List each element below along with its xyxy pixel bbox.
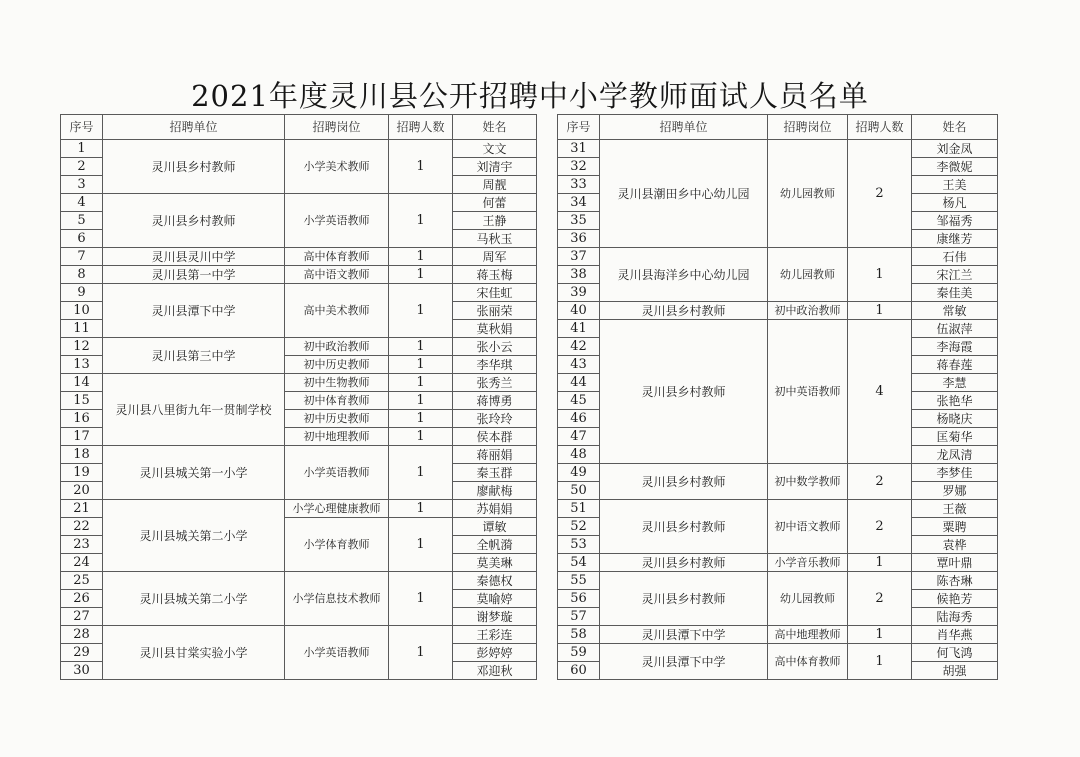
- candidate-name: 秦佳美: [912, 284, 998, 302]
- row-seq: 27: [61, 608, 103, 626]
- candidate-name: 刘金凤: [912, 140, 998, 158]
- recruit-count: 2: [848, 500, 912, 554]
- recruit-post: 初中体育教师: [285, 392, 389, 410]
- candidate-name: 廖献梅: [453, 482, 537, 500]
- row-seq: 1: [61, 140, 103, 158]
- header-post: 招聘岗位: [768, 115, 848, 140]
- header-name: 姓名: [912, 115, 998, 140]
- candidate-name: 陆海秀: [912, 608, 998, 626]
- recruit-count: 1: [389, 446, 453, 500]
- header-seq: 序号: [558, 115, 600, 140]
- row-seq: 28: [61, 626, 103, 644]
- recruit-post: 小学信息技术教师: [285, 572, 389, 626]
- recruit-count: 2: [848, 140, 912, 248]
- table-row: [558, 140, 998, 158]
- recruit-post: 小学心理健康教师: [285, 500, 389, 518]
- row-seq: 42: [558, 338, 600, 356]
- recruit-unit: 灵川县八里街九年一贯制学校: [103, 374, 285, 446]
- row-seq: 54: [558, 554, 600, 572]
- page-title: 2021年度灵川县公开招聘中小学教师面试人员名单: [191, 79, 869, 113]
- recruit-post: 幼儿园教师: [768, 140, 848, 248]
- table-row: [61, 338, 537, 356]
- candidate-name: 罗娜: [912, 482, 998, 500]
- candidate-name: 匡菊华: [912, 428, 998, 446]
- candidate-name: 袁桦: [912, 536, 998, 554]
- header-row: [558, 115, 998, 140]
- recruit-unit: 灵川县潮田乡中心幼儿园: [600, 140, 768, 248]
- row-seq: 29: [61, 644, 103, 662]
- candidate-name: 侯本群: [453, 428, 537, 446]
- row-seq: 35: [558, 212, 600, 230]
- candidate-name: 肖华燕: [912, 626, 998, 644]
- recruit-count: 1: [389, 266, 453, 284]
- recruit-unit: 灵川县乡村教师: [103, 140, 285, 194]
- row-seq: 6: [61, 230, 103, 248]
- recruit-post: 初中政治教师: [768, 302, 848, 320]
- recruit-post: 小学美术教师: [285, 140, 389, 194]
- recruit-post: 小学音乐教师: [768, 554, 848, 572]
- recruit-post: 初中政治教师: [285, 338, 389, 356]
- table-row: [61, 374, 537, 392]
- row-seq: 20: [61, 482, 103, 500]
- candidate-name: 蒋博勇: [453, 392, 537, 410]
- table-row: [61, 194, 537, 212]
- recruit-unit: 灵川县乡村教师: [103, 194, 285, 248]
- recruit-unit: 灵川县海洋乡中心幼儿园: [600, 248, 768, 302]
- row-seq: 55: [558, 572, 600, 590]
- table-row: [558, 464, 998, 482]
- candidate-name: 何飞鸿: [912, 644, 998, 662]
- candidate-name: 全帆漪: [453, 536, 537, 554]
- row-seq: 10: [61, 302, 103, 320]
- candidate-name: 蒋春莲: [912, 356, 998, 374]
- recruit-post: 初中语文教师: [768, 500, 848, 554]
- row-seq: 30: [61, 662, 103, 680]
- table-row: [558, 248, 998, 266]
- right-table-body: [558, 140, 998, 680]
- table-row: [558, 302, 998, 320]
- recruit-post: 幼儿园教师: [768, 248, 848, 302]
- recruit-post: 初中历史教师: [285, 356, 389, 374]
- recruit-count: 1: [848, 302, 912, 320]
- candidate-name: 莫秋娟: [453, 320, 537, 338]
- candidate-name: 秦玉群: [453, 464, 537, 482]
- recruit-count: 1: [389, 392, 453, 410]
- candidate-name: 马秋玉: [453, 230, 537, 248]
- header-unit: 招聘单位: [600, 115, 768, 140]
- recruit-unit: 灵川县潭下中学: [600, 626, 768, 644]
- row-seq: 47: [558, 428, 600, 446]
- row-seq: 11: [61, 320, 103, 338]
- candidate-name: 谭敏: [453, 518, 537, 536]
- row-seq: 44: [558, 374, 600, 392]
- table-row: [61, 626, 537, 644]
- recruit-unit: 灵川县城关第二小学: [103, 572, 285, 626]
- recruit-unit: 灵川县第三中学: [103, 338, 285, 374]
- recruit-post: 高中地理教师: [768, 626, 848, 644]
- candidate-name: 蒋丽娟: [453, 446, 537, 464]
- row-seq: 26: [61, 590, 103, 608]
- recruit-post: 高中美术教师: [285, 284, 389, 338]
- recruit-post: 高中体育教师: [768, 644, 848, 680]
- row-seq: 43: [558, 356, 600, 374]
- header-unit: 招聘单位: [103, 115, 285, 140]
- header-post: 招聘岗位: [285, 115, 389, 140]
- row-seq: 37: [558, 248, 600, 266]
- row-seq: 39: [558, 284, 600, 302]
- left-roster-table: [60, 114, 537, 680]
- right-roster-table: [557, 114, 998, 680]
- row-seq: 41: [558, 320, 600, 338]
- row-seq: 31: [558, 140, 600, 158]
- candidate-name: 李微妮: [912, 158, 998, 176]
- candidate-name: 粟聘: [912, 518, 998, 536]
- recruit-count: 1: [389, 500, 453, 518]
- candidate-name: 李梦佳: [912, 464, 998, 482]
- candidate-name: 王静: [453, 212, 537, 230]
- candidate-name: 张小云: [453, 338, 537, 356]
- row-seq: 56: [558, 590, 600, 608]
- recruit-post: 小学英语教师: [285, 446, 389, 500]
- candidate-name: 龙凤清: [912, 446, 998, 464]
- row-seq: 46: [558, 410, 600, 428]
- candidate-name: 杨晓庆: [912, 410, 998, 428]
- row-seq: 49: [558, 464, 600, 482]
- candidate-name: 秦德权: [453, 572, 537, 590]
- row-seq: 59: [558, 644, 600, 662]
- row-seq: 60: [558, 662, 600, 680]
- recruit-count: 1: [389, 410, 453, 428]
- recruit-count: 1: [389, 194, 453, 248]
- candidate-name: 王薇: [912, 500, 998, 518]
- recruit-count: 2: [848, 572, 912, 626]
- row-seq: 52: [558, 518, 600, 536]
- header-count: 招聘人数: [389, 115, 453, 140]
- recruit-count: 1: [848, 554, 912, 572]
- recruit-unit: 灵川县城关第一小学: [103, 446, 285, 500]
- recruit-count: 1: [389, 356, 453, 374]
- candidate-name: 谢梦璇: [453, 608, 537, 626]
- row-seq: 8: [61, 266, 103, 284]
- candidate-name: 李海霞: [912, 338, 998, 356]
- row-seq: 2: [61, 158, 103, 176]
- row-seq: 7: [61, 248, 103, 266]
- recruit-count: 1: [389, 140, 453, 194]
- row-seq: 22: [61, 518, 103, 536]
- table-row: [61, 266, 537, 284]
- table-row: [558, 572, 998, 590]
- row-seq: 13: [61, 356, 103, 374]
- recruit-post: 初中数学教师: [768, 464, 848, 500]
- table-row: [558, 626, 998, 644]
- row-seq: 25: [61, 572, 103, 590]
- candidate-name: 胡强: [912, 662, 998, 680]
- candidate-name: 周靓: [453, 176, 537, 194]
- recruit-count: 1: [389, 338, 453, 356]
- header-name: 姓名: [453, 115, 537, 140]
- candidate-name: 候艳芳: [912, 590, 998, 608]
- recruit-count: 1: [848, 644, 912, 680]
- recruit-unit: 灵川县乡村教师: [600, 464, 768, 500]
- recruit-post: 高中体育教师: [285, 248, 389, 266]
- candidate-name: 刘清宇: [453, 158, 537, 176]
- recruit-post: 初中英语教师: [768, 320, 848, 464]
- row-seq: 4: [61, 194, 103, 212]
- candidate-name: 覃叶鼎: [912, 554, 998, 572]
- row-seq: 40: [558, 302, 600, 320]
- row-seq: 19: [61, 464, 103, 482]
- recruit-count: 1: [389, 626, 453, 680]
- recruit-count: 2: [848, 464, 912, 500]
- row-seq: 24: [61, 554, 103, 572]
- candidate-name: 杨凡: [912, 194, 998, 212]
- candidate-name: 伍淑萍: [912, 320, 998, 338]
- row-seq: 33: [558, 176, 600, 194]
- recruit-post: 小学体育教师: [285, 518, 389, 572]
- candidate-name: 何蕾: [453, 194, 537, 212]
- recruit-post: 高中语文教师: [285, 266, 389, 284]
- recruit-unit: 灵川县潭下中学: [600, 644, 768, 680]
- recruit-post: 幼儿园教师: [768, 572, 848, 626]
- recruit-count: 1: [848, 248, 912, 302]
- recruit-unit: 灵川县城关第二小学: [103, 500, 285, 572]
- recruit-count: 1: [389, 572, 453, 626]
- row-seq: 14: [61, 374, 103, 392]
- candidate-name: 陈杏琳: [912, 572, 998, 590]
- table-row: [558, 320, 998, 338]
- recruit-count: 1: [389, 284, 453, 338]
- row-seq: 21: [61, 500, 103, 518]
- candidate-name: 邓迎秋: [453, 662, 537, 680]
- candidate-name: 张丽荣: [453, 302, 537, 320]
- row-seq: 15: [61, 392, 103, 410]
- recruit-unit: 灵川县乡村教师: [600, 554, 768, 572]
- recruit-count: 1: [389, 518, 453, 572]
- row-seq: 16: [61, 410, 103, 428]
- row-seq: 3: [61, 176, 103, 194]
- recruit-post: 小学英语教师: [285, 626, 389, 680]
- left-table-body: [61, 140, 537, 680]
- table-row: [558, 500, 998, 518]
- row-seq: 23: [61, 536, 103, 554]
- table-row: [61, 446, 537, 464]
- header-count: 招聘人数: [848, 115, 912, 140]
- row-seq: 9: [61, 284, 103, 302]
- recruit-post: 初中生物教师: [285, 374, 389, 392]
- candidate-name: 莫喻婷: [453, 590, 537, 608]
- row-seq: 58: [558, 626, 600, 644]
- recruit-count: 1: [389, 428, 453, 446]
- recruit-unit: 灵川县潭下中学: [103, 284, 285, 338]
- candidate-name: 宋佳虹: [453, 284, 537, 302]
- recruit-count: 1: [389, 248, 453, 266]
- candidate-name: 周军: [453, 248, 537, 266]
- table-row: [61, 500, 537, 518]
- row-seq: 5: [61, 212, 103, 230]
- row-seq: 17: [61, 428, 103, 446]
- row-seq: 32: [558, 158, 600, 176]
- row-seq: 18: [61, 446, 103, 464]
- candidate-name: 蒋玉梅: [453, 266, 537, 284]
- table-row: [61, 140, 537, 158]
- candidate-name: 彭婷婷: [453, 644, 537, 662]
- table-row: [61, 572, 537, 590]
- candidate-name: 莫美琳: [453, 554, 537, 572]
- row-seq: 38: [558, 266, 600, 284]
- row-seq: 53: [558, 536, 600, 554]
- row-seq: 50: [558, 482, 600, 500]
- row-seq: 48: [558, 446, 600, 464]
- candidate-name: 李华琪: [453, 356, 537, 374]
- row-seq: 51: [558, 500, 600, 518]
- recruit-unit: 灵川县甘棠实验小学: [103, 626, 285, 680]
- candidate-name: 文文: [453, 140, 537, 158]
- candidate-name: 常敏: [912, 302, 998, 320]
- row-seq: 36: [558, 230, 600, 248]
- recruit-post: 初中历史教师: [285, 410, 389, 428]
- candidate-name: 康继芳: [912, 230, 998, 248]
- candidate-name: 张艳华: [912, 392, 998, 410]
- recruit-count: 1: [848, 626, 912, 644]
- row-seq: 45: [558, 392, 600, 410]
- candidate-name: 石伟: [912, 248, 998, 266]
- recruit-post: 初中地理教师: [285, 428, 389, 446]
- candidate-name: 王美: [912, 176, 998, 194]
- recruit-post: 小学英语教师: [285, 194, 389, 248]
- recruit-unit: 灵川县乡村教师: [600, 572, 768, 626]
- row-seq: 12: [61, 338, 103, 356]
- recruit-unit: 灵川县第一中学: [103, 266, 285, 284]
- candidate-name: 王彩连: [453, 626, 537, 644]
- header-row: [61, 115, 537, 140]
- recruit-unit: 灵川县乡村教师: [600, 320, 768, 464]
- header-seq: 序号: [61, 115, 103, 140]
- candidate-name: 邹福秀: [912, 212, 998, 230]
- candidate-name: 张秀兰: [453, 374, 537, 392]
- recruit-count: 4: [848, 320, 912, 464]
- candidate-name: 宋江兰: [912, 266, 998, 284]
- candidate-name: 张玲玲: [453, 410, 537, 428]
- recruit-unit: 灵川县乡村教师: [600, 500, 768, 554]
- table-row: [61, 248, 537, 266]
- recruit-count: 1: [389, 374, 453, 392]
- recruit-unit: 灵川县灵川中学: [103, 248, 285, 266]
- candidate-name: 李慧: [912, 374, 998, 392]
- table-row: [61, 284, 537, 302]
- table-row: [558, 554, 998, 572]
- recruit-unit: 灵川县乡村教师: [600, 302, 768, 320]
- row-seq: 57: [558, 608, 600, 626]
- row-seq: 34: [558, 194, 600, 212]
- candidate-name: 苏娟娟: [453, 500, 537, 518]
- table-row: [558, 644, 998, 662]
